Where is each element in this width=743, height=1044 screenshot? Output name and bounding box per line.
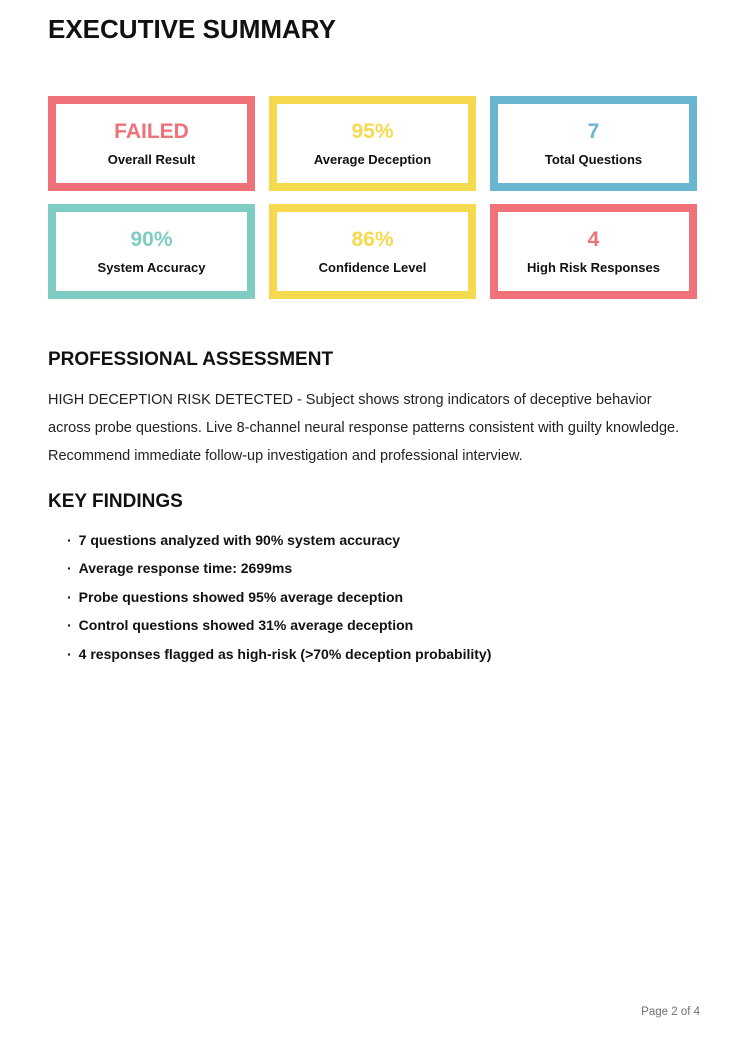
stat-card-value: 90% [130,228,173,251]
stat-card-value: 7 [587,120,600,143]
stat-card-label: System Accuracy [97,260,206,275]
assessment-paragraph: HIGH DECEPTION RISK DETECTED - Subject shows strong indicators of deceptive behavior across probe questions. Live 8-channel neural response patterns consistent with guilty knowledge. Recommend immediate follow-up investigation and professional interview. [48,391,680,464]
stat-card-value: 95% [351,120,394,143]
page-number: Page 2 of 4 [641,1006,700,1018]
key-finding-item [67,583,697,612]
key-finding-item [67,554,697,583]
section-heading-professional-assessment: PROFESSIONAL ASSESSMENT [48,349,334,370]
key-finding-item [67,611,697,640]
section-heading-key-findings: KEY FINDINGS [48,490,183,512]
stat-card-label: Average Deception [313,152,432,167]
stat-card-label: Total Questions [544,152,643,167]
key-findings-list [48,526,697,669]
bullet-dot: · [67,560,72,577]
stat-card-total-questions [490,96,697,191]
stat-card-high-risk-responses [490,204,697,299]
key-finding-text: Control questions showed 31% average deception [78,617,414,634]
bullet-dot: · [67,531,72,548]
stat-card-value: 86% [351,228,394,251]
stat-card-grid [48,96,697,299]
key-finding-text: 4 responses flagged as high-risk (>70% deception probability) [78,645,492,662]
bullet-dot: · [67,645,72,662]
stat-card-confidence-level [269,204,476,299]
stat-card-label: Confidence Level [318,260,427,275]
key-finding-item [67,640,697,669]
bullet-dot: · [67,588,72,605]
stat-card-label: High Risk Responses [527,260,660,275]
stat-card-overall-result [48,96,255,191]
stat-card-value: FAILED [114,120,189,143]
key-finding-item [67,526,697,555]
page-title: EXECUTIVE SUMMARY [48,14,336,44]
stat-card-system-accuracy [48,204,255,299]
stat-card-average-deception [269,96,476,191]
bullet-dot: · [67,617,72,634]
key-finding-text: Probe questions showed 95% average deception [78,588,404,605]
stat-card-label: Overall Result [107,152,196,167]
key-finding-text: Average response time: 2699ms [78,560,293,577]
stat-card-value: 4 [587,228,600,251]
key-finding-text: 7 questions analyzed with 90% system accuracy [78,531,401,548]
